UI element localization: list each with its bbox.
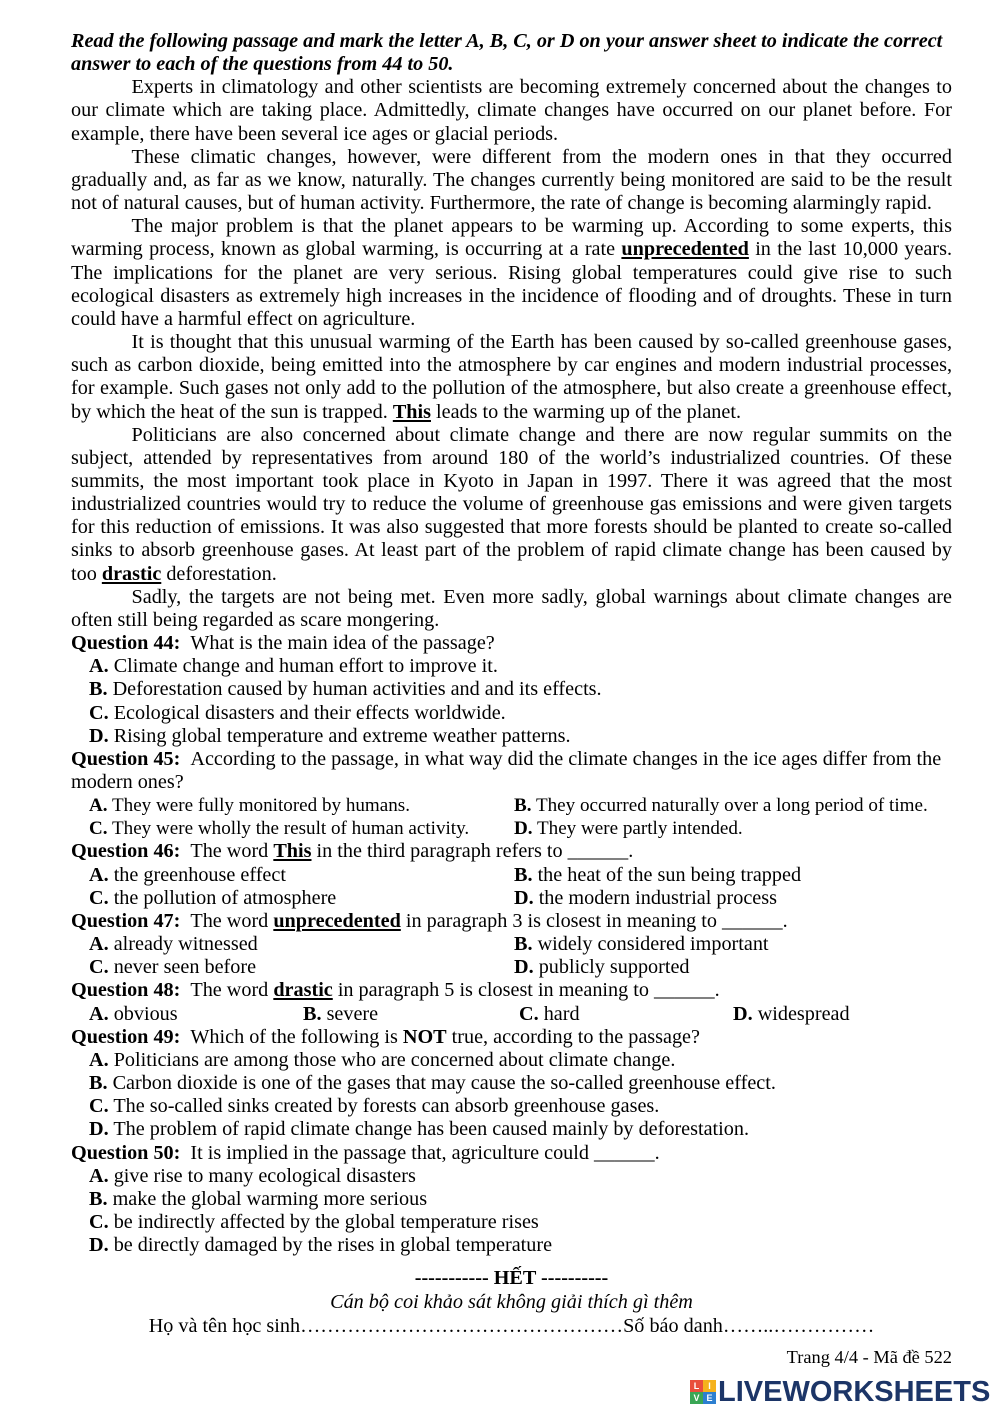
question-46-stem-after: in the third paragraph refers to ______. [311,840,634,863]
option-text: publicly supported [538,956,690,979]
question-48 [71,979,952,1025]
option-text: widespread [757,1002,850,1025]
passage-paragraph-5 [71,424,952,586]
option-letter: C. [519,1002,539,1025]
option-letter: C. [89,1210,109,1233]
option-letter: C. [89,886,109,909]
option-44-c [71,702,952,725]
passage-paragraph-3 [71,215,952,331]
option-text: They occurred naturally over a long period of time. [535,795,928,817]
option-47-d [514,956,690,979]
option-letter: B. [514,863,533,886]
question-47-stem-line [71,910,952,933]
option-text: severe [326,1002,379,1025]
option-text: make the global warming more serious [112,1187,428,1210]
option-letter: A. [89,655,109,678]
option-text: Rising global temperature and extreme weather patterns. [113,724,571,747]
option-text: the pollution of atmosphere [113,886,337,909]
question-46-label: Question 46: [71,840,181,863]
option-47-b [514,933,769,956]
question-46-stem-before: The word [190,840,274,863]
option-45-a [89,794,514,817]
passage-paragraph-6: Sadly, the targets are not being met. Even more sadly, global warnings about climate changes are often still being regarded as scare mongering. [71,585,952,631]
question-48-stem-after: in paragraph 5 is closest in meaning to ______. [332,979,720,1002]
paragraph-3-text-after: in the last 10,000 years. The implications for the planet are very serious. Rising global temperatures could give rise to such ecological disasters as extremely high increases in the incidence of flooding and of droughts. These in turn could have a harmful effect on agriculture. [71,238,952,330]
option-text: give rise to many ecological disasters [113,1164,416,1187]
options-row [71,956,952,979]
question-47-stem-after: in paragraph 3 is closest in meaning to ______. [400,909,788,932]
option-48-d [733,1003,850,1026]
proctor-note: Cán bộ coi khảo sát không giải thích gì thêm [330,1291,693,1313]
option-text: Carbon dioxide is one of the gases that may cause the so-called greenhouse effect. [112,1072,776,1095]
end-marker: ----------- HẾT ---------- [414,1267,609,1289]
option-text: Ecological disasters and their effects worldwide. [113,701,506,724]
option-letter: D. [733,1002,753,1025]
option-46-b [514,864,801,887]
option-45-d [514,817,743,840]
option-letter: C. [89,956,109,979]
question-46-stem-line [71,840,952,863]
options-row [71,794,952,817]
option-45-b [514,794,928,817]
question-49-stem-before: Which of the following is [190,1025,403,1048]
question-49-stem-line [71,1026,952,1049]
option-text: Politicians are among those who are concerned about climate change. [113,1048,676,1071]
question-46 [71,840,952,909]
option-letter: D. [514,956,534,979]
option-letter: A. [89,795,108,817]
paragraph-5-text-after: deforestation. [161,562,277,585]
option-letter: A. [89,1002,109,1025]
question-49-label: Question 49: [71,1025,181,1048]
option-letter: B. [303,1002,322,1025]
question-50-stem-line [71,1142,952,1165]
option-text: already witnessed [113,933,258,956]
paragraph-5-text-before: Politicians are also concerned about climate change and there are now regular summits on the subject, attended by representatives from around 180 of the world’s industrialized countries. Of these summits, the most important took place in Kyoto in Japan in 1997. There it was agreed that the most industrialized countries would try to reduce the volume of greenhouse gas emissions and were given targets for this reduction of emissions. It was also suggested that more forests should be planted to create so-called sinks to absorb greenhouse gases. At least part of the problem of rapid climate change has been caused by too [71,423,952,585]
logo-icon-tile: E [703,1392,716,1404]
option-text: the modern industrial process [538,886,777,909]
option-text: Climate change and human effort to improve it. [113,655,498,678]
question-45-stem-line [71,748,952,794]
option-47-c [89,956,514,979]
option-text: obvious [113,1002,178,1025]
option-letter: D. [514,886,534,909]
liveworksheets-logo-text: LIVEWORKSHEETS [718,1376,991,1408]
question-47-stem-before: The word [190,909,274,932]
option-49-a [71,1049,952,1072]
question-49-stem-after: true, according to the passage? [446,1025,700,1048]
underlined-word-this: This [392,400,431,423]
exam-page-content [71,30,952,1257]
option-50-d [71,1234,952,1257]
passage-paragraph-2: These climatic changes, however, were different from the modern ones in that they occurred gradually and, as far as we know, naturally. The changes currently being monitored are said to be the result not of natural causes, but of human activity. Furthermore, the rate of change is becoming alarmingly rapid. [71,145,952,215]
question-45 [71,748,952,841]
option-50-a [71,1165,952,1188]
reading-passage [71,76,952,632]
option-49-d [71,1118,952,1141]
option-letter: C. [89,701,109,724]
option-letter: D. [89,724,109,747]
passage-paragraph-4 [71,331,952,424]
question-44-stem: What is the main idea of the passage? [190,632,495,655]
option-text: They were partly intended. [537,818,743,840]
reading-instruction: Read the following passage and mark the letter A, B, C, or D on your answer sheet to indicate the correct answer to each of the questions from 44 to 50. [71,30,943,76]
question-48-stem-before: The word [190,979,274,1002]
option-letter: D. [514,818,533,840]
option-44-b [71,678,952,701]
option-46-a [89,864,514,887]
student-info-line: Họ và tên học sinh…………………………………………Số báo danh……..…………… [148,1315,875,1337]
question-44-label: Question 44: [71,632,181,655]
option-45-c [89,817,514,840]
options-row [71,1003,952,1026]
question-50-stem: It is implied in the passage that, agriculture could ______. [190,1141,660,1164]
underlined-word-unprecedented: unprecedented [273,909,401,932]
option-letter: A. [89,863,109,886]
option-text: widely considered important [537,933,769,956]
option-text: hard [543,1002,580,1025]
question-47-label: Question 47: [71,909,181,932]
options-row [71,864,952,887]
option-text: be indirectly affected by the global temperature rises [113,1210,539,1233]
underlined-word-unprecedented: unprecedented [621,238,749,261]
option-48-c [519,1003,733,1026]
question-48-stem-line [71,979,952,1002]
question-48-label: Question 48: [71,979,181,1002]
option-text: be directly damaged by the rises in global temperature [113,1234,553,1257]
options-row [71,817,952,840]
option-text: The so-called sinks created by forests can absorb greenhouse gases. [113,1095,660,1118]
question-47 [71,910,952,979]
paragraph-4-text-before: It is thought that this unusual warming of the Earth has been caused by so-called greenhouse gases, such as carbon dioxide, being emitted into the atmosphere by car engines and modern industrial processes, for example. Such gases not only add to the pollution of the atmosphere, but also create a greenhouse effect, by which the heat of the sun is trapped. [71,331,952,423]
option-letter: A. [89,933,109,956]
option-46-d [514,887,777,910]
option-text: never seen before [113,956,257,979]
logo-icon-tile: I [703,1380,716,1392]
option-letter: B. [89,1072,108,1095]
passage-paragraph-1: Experts in climatology and other scientists are becoming extremely concerned about the changes to our climate which are taking place. Admittedly, climate changes have occurred on our planet before. For example, there have been several ice ages or glacial periods. [71,76,952,145]
option-letter: B. [89,1187,108,1210]
page-number: Trang 4/4 - Mã đề 522 [786,1347,952,1367]
option-letter: C. [89,818,108,840]
question-44-stem-line [71,632,952,655]
question-49 [71,1026,952,1142]
option-text: the greenhouse effect [113,863,286,886]
logo-icon-tile: V [690,1392,703,1404]
option-50-c [71,1211,952,1234]
option-text: They were fully monitored by humans. [112,795,411,817]
option-letter: C. [89,1095,109,1118]
option-46-c [89,887,514,910]
question-45-label: Question 45: [71,747,181,770]
option-letter: B. [514,933,533,956]
paragraph-4-text-after: leads to the warming up of the planet. [430,400,742,423]
option-44-a [71,655,952,678]
underlined-word-drastic: drastic [273,979,333,1002]
logo-icon-tile: L [690,1380,703,1392]
option-letter: D. [89,1234,109,1257]
options-row [71,887,952,910]
option-letter: A. [89,1048,109,1071]
underlined-word-drastic: drastic [101,562,162,585]
bold-word-not: NOT [402,1025,447,1048]
option-text: They were wholly the result of human activity. [112,818,470,840]
underlined-word-this: This [273,840,312,863]
option-letter: B. [514,795,532,817]
liveworksheets-logo-icon [690,1380,716,1404]
option-47-a [89,933,514,956]
option-48-a [89,1003,303,1026]
option-text: the heat of the sun being trapped [537,863,802,886]
option-48-b [303,1003,519,1026]
option-49-c [71,1095,952,1118]
options-row [71,933,952,956]
option-text: Deforestation caused by human activities and and its effects. [112,678,602,701]
option-44-d [71,725,952,748]
option-letter: B. [89,678,108,701]
question-44 [71,632,952,748]
exam-footer [71,1266,952,1338]
option-50-b [71,1188,952,1211]
paragraph-3-text-before: The major problem is that the planet appears to be warming up. According to some experts, this warming process, known as global warming, is occurring at a rate [71,215,952,261]
option-letter: D. [89,1118,109,1141]
question-50-label: Question 50: [71,1141,181,1164]
option-49-b [71,1072,952,1095]
option-text: The problem of rapid climate change has been caused mainly by deforestation. [113,1118,749,1141]
question-50 [71,1142,952,1258]
question-45-stem: According to the passage, in what way did the climate changes in the ice ages differ from the modern ones? [71,747,942,793]
option-letter: A. [89,1164,109,1187]
